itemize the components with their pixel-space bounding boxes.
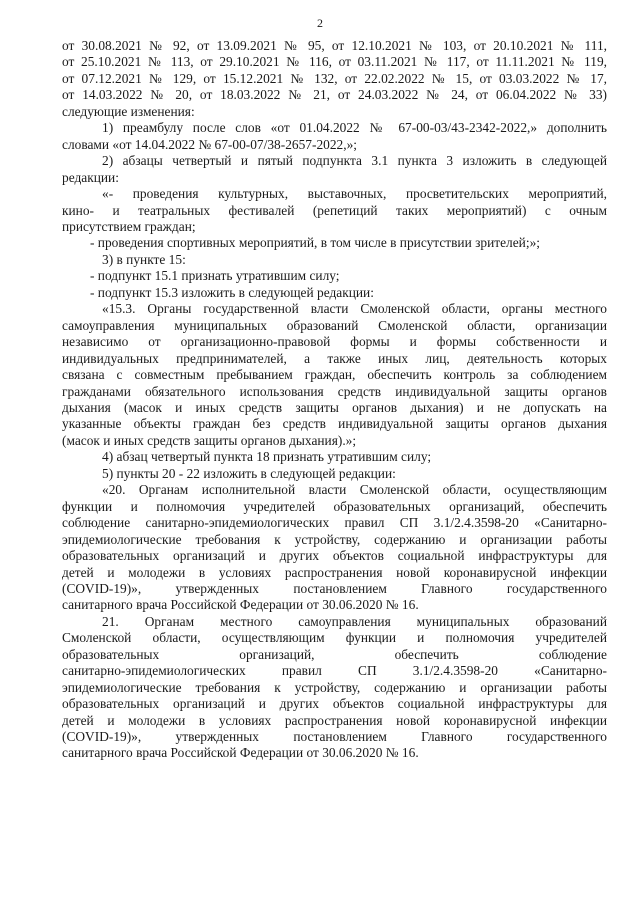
text-line: присутствием граждан; xyxy=(62,218,196,234)
text-line: «20. Органам исполнительной власти Смоленской области, осуществляющим xyxy=(102,482,607,498)
text-line: редакции: xyxy=(62,169,119,185)
text-line: санитарно-эпидемиологических правил СП 3.1/2.4.3598-20 «Санитарно- xyxy=(62,663,607,679)
text-line: от 07.12.2021 № 129, от 15.12.2021 № 132, от 22.02.2022 № 15, от 03.03.2022 № 17, xyxy=(62,70,607,86)
text-line: эпидемиологические требования к устройству, содержанию и организации работы xyxy=(62,679,607,695)
page-number: 2 xyxy=(317,16,323,30)
text-line: самоуправления муниципальных образований Смоленской области, организации xyxy=(62,317,607,333)
text-line: дыхания (масок и иных средств защиты органов дыхания) и не допускать на xyxy=(62,399,607,415)
text-line: словами «от 14.04.2022 № 67-00-07/38-2657-2022,»; xyxy=(62,136,357,152)
text-line: гражданами обязательного использования средств индивидуальной защиты органов xyxy=(62,383,607,399)
text-line: 21. Органам местного самоуправления муниципальных образований xyxy=(102,613,607,629)
text-line: связана с совместным пребыванием граждан, обеспечить контроль за соблюдением xyxy=(62,367,607,383)
text-line: указанные объекты граждан без средств индивидуальной защиты органов дыхания xyxy=(62,416,607,432)
text-line: 3) в пункте 15: xyxy=(102,251,186,267)
text-line: 5) пункты 20 - 22 изложить в следующей редакции: xyxy=(102,465,396,481)
text-line: - подпункт 15.1 признать утратившим силу; xyxy=(90,268,340,284)
document-body xyxy=(62,38,607,762)
text-line: (COVID-19)», утвержденных постановлением Главного государственного xyxy=(62,729,607,745)
text-line: «- проведения культурных, выставочных, просветительских мероприятий, xyxy=(102,186,607,202)
text-line: следующие изменения: xyxy=(62,103,195,119)
text-line: Смоленской области, осуществляющим функции и полномочия учредителей xyxy=(62,630,607,646)
text-line: 4) абзац четвертый пункта 18 признать утратившим силу; xyxy=(102,449,432,465)
text-line: детей и молодежи в условиях распространения новой коронавирусной инфекции xyxy=(62,564,607,580)
text-line: от 25.10.2021 № 113, от 29.10.2021 № 116, от 03.11.2021 № 117, от 11.11.2021 № 119, xyxy=(62,54,607,70)
text-line: «15.3. Органы государственной власти Смоленской области, органы местного xyxy=(102,301,607,317)
text-line: индивидуальных предпринимателей, а также иных лиц, деятельность которых xyxy=(62,350,607,366)
text-line: санитарного врача Российской Федерации от 30.06.2020 № 16. xyxy=(62,745,419,761)
text-line: образовательных организаций, обеспечить соблюдение xyxy=(62,646,607,662)
text-line: независимо от организационно-правовой формы и формы собственности и xyxy=(62,334,607,350)
text-line: образовательных организаций и других объектов социальной инфраструктуры для xyxy=(62,548,607,564)
text-line: (масок и иных средств защиты органов дыхания).»; xyxy=(62,432,357,448)
text-line: кино- и театральных фестивалей (репетиций таких мероприятий) с очным xyxy=(62,202,607,218)
text-line: от 30.08.2021 № 92, от 13.09.2021 № 95, от 12.10.2021 № 103, от 20.10.2021 № 111, xyxy=(62,38,607,53)
text-line: образовательных организаций и других объектов социальной инфраструктуры для xyxy=(62,696,607,712)
text-line: санитарного врача Российской Федерации от 30.06.2020 № 16. xyxy=(62,597,419,613)
text-line: детей и молодежи в условиях распространения новой коронавирусной инфекции xyxy=(62,712,607,728)
text-line: эпидемиологические требования к устройству, содержанию и организации работы xyxy=(62,531,607,547)
text-line: соблюдение санитарно-эпидемиологических правил СП 3.1/2.4.3598-20 «Санитарно- xyxy=(62,515,607,531)
text-line: функции и полномочия учредителей образовательных организаций, обеспечить xyxy=(62,498,607,514)
text-line: от 14.03.2022 № 20, от 18.03.2022 № 21, от 24.03.2022 № 24, от 06.04.2022 № 33) xyxy=(62,87,607,103)
text-line: (COVID-19)», утвержденных постановлением Главного государственного xyxy=(62,580,607,596)
text-line: 1) преамбулу после слов «от 01.04.2022 № 67-00-03/43-2342-2022,» дополнить xyxy=(102,120,607,136)
text-line: - подпункт 15.3 изложить в следующей редакции: xyxy=(90,284,374,300)
text-line: - проведения спортивных мероприятий, в том числе в присутствии зрителей;»; xyxy=(90,235,540,251)
text-line: 2) абзацы четвертый и пятый подпункта 3.1 пункта 3 изложить в следующей xyxy=(102,153,607,169)
